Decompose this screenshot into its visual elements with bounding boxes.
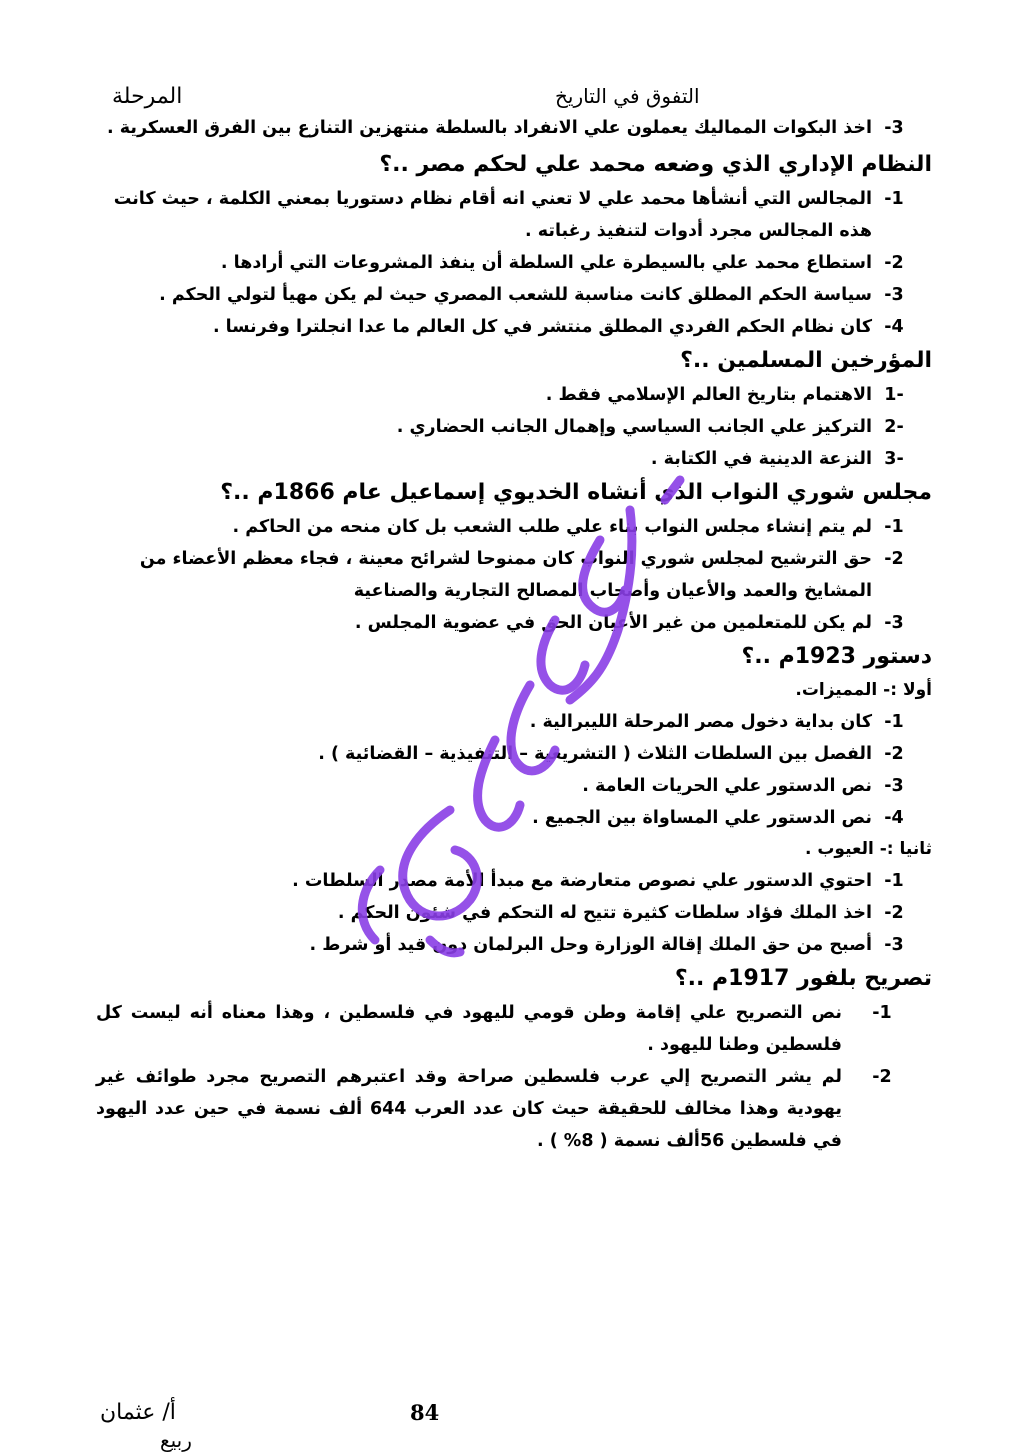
list-item: -1 المجالس التي أنشأها محمد علي لا تعني انه أقام نظام دستوريا بمعني الكلمة ، حيث كانت هذه المجالس مجرد أدوات لتنفيذ رغباته . xyxy=(113,189,904,241)
item-number: -3 xyxy=(884,118,904,138)
features-list xyxy=(96,706,932,834)
list-item: -3 سياسة الحكم المطلق كانت مناسبة للشعب المصري حيث لم يكن مهيأ لتولي الحكم . xyxy=(159,285,904,305)
author-name: أ/ عثمان xyxy=(100,1400,176,1425)
list-item: -4 كان نظام الحكم الفردي المطلق منتشر في كل العالم ما عدا انجلترا وفرنسا . xyxy=(212,317,904,337)
section-heading-muslim-historians: المؤرخين المسلمين ..؟ xyxy=(680,348,932,373)
features-label: أولا :- المميزات. xyxy=(795,680,932,700)
header-book-title: التفوق في التاريخ xyxy=(555,84,700,108)
list-item: -1 احتوي الدستور علي نصوص متعارضة مع مبدأ الأمة مصدر السلطات . xyxy=(292,871,904,891)
list-item: -3 لم يكن للمتعلمين من غير الأعيان الحق في عضوية المجلس . xyxy=(354,613,904,633)
flaws-list xyxy=(96,865,932,961)
list-item: -2 الفصل بين السلطات الثلاث ( التشريعية – التنفيذية – القضائية ) . xyxy=(318,744,904,764)
list-item: -2 لم يشر التصريح إلي عرب فلسطين صراحة وقد اعتبرهم التصريح مجرد طوائف غير يهودية وهذا مخالف للحقيقة حيث كان عدد العرب 644 ألف نسمة في حين عدد اليهود في فلسطين 56ألف نسمة ( 8% ) . xyxy=(96,1067,892,1151)
header-stage: المرحلة xyxy=(112,84,183,109)
section1-list xyxy=(96,183,932,343)
list-item: -1 نص التصريح علي إقامة وطن قومي لليهود في فلسطين ، وهذا معناه أنه ليست كل فلسطين وطنا لليهود . xyxy=(96,1003,892,1055)
section-heading-admin-system: النظام الإداري الذي وضعه محمد علي لحكم مصر ..؟ xyxy=(379,152,932,177)
section-heading-balfour: تصريح بلفور 1917م ..؟ xyxy=(674,966,932,991)
list-item: -2 استطاع محمد علي بالسيطرة علي السلطة أن ينفذ المشروعات التي أرادها . xyxy=(220,253,904,273)
section5-list xyxy=(96,997,932,1157)
list-item xyxy=(96,112,932,145)
list-item: -4 نص الدستور علي المساواة بين الجميع . xyxy=(532,808,904,828)
list-item: -2 حق الترشيح لمجلس شوري النواب كان ممنوحا لشرائح معينة ، فجاء معظم الأعضاء من المشايخ والعمد والأعيان وأصحاب المصالح التجارية والصناعية xyxy=(139,549,904,601)
list-item: -2 اخذ الملك فؤاد سلطات كثيرة تتيح له التحكم في شئون الحكم . xyxy=(337,903,904,923)
list-item: 1- الاهتمام بتاريخ العالم الإسلامي فقط . xyxy=(545,385,904,405)
section3-list xyxy=(96,511,932,639)
list-item: 3- النزعة الدينية في الكتابة . xyxy=(650,449,904,469)
item-text: اخذ البكوات المماليك يعملون علي الانفراد بالسلطة منتهزين التنازع بين الفرق العسكرية . xyxy=(107,118,872,138)
section-heading-shura-council: مجلس شوري النواب الذي أنشاه الخديوي إسماعيل عام 1866م ..؟ xyxy=(220,480,932,505)
page-number: 84 xyxy=(410,1400,440,1425)
list-item: -3 نص الدستور علي الحريات العامة . xyxy=(582,776,904,796)
flaws-label: ثانيا :- العيوب . xyxy=(804,839,932,859)
list-item: 2- التركيز علي الجانب السياسي وإهمال الجانب الحضاري . xyxy=(396,417,904,437)
list-item: -1 لم يتم إنشاء مجلس النواب بناء علي طلب الشعب بل كان منحه من الحاكم . xyxy=(232,517,904,537)
section2-list xyxy=(96,379,932,475)
list-item: -3 أصبح من حق الملك إقالة الوزارة وحل البرلمان دون قيد أو شرط . xyxy=(309,935,904,955)
author-name-line2: ربيع xyxy=(160,1428,192,1452)
section-heading-constitution-1923: دستور 1923م ..؟ xyxy=(741,644,932,669)
list-item: -1 كان بداية دخول مصر المرحلة الليبرالية . xyxy=(529,712,904,732)
page-content xyxy=(96,112,932,1157)
